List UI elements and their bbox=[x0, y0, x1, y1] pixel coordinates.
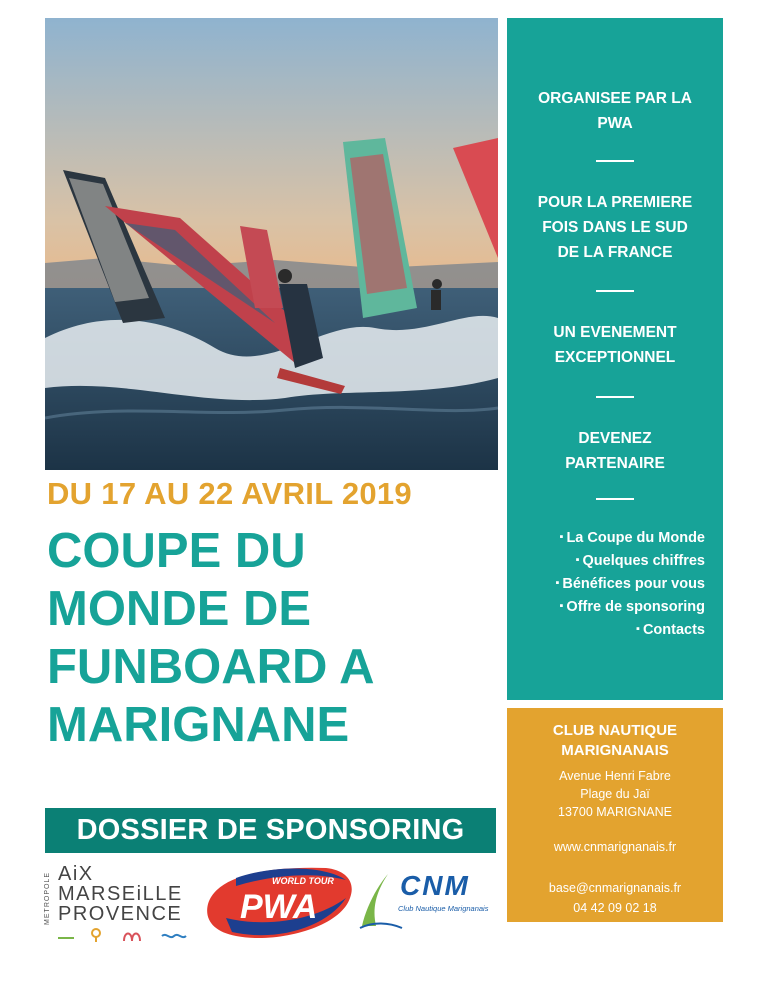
info-panel bbox=[507, 18, 723, 700]
logo-text: MARSEiLLE bbox=[58, 883, 183, 905]
logo-text: PROVENCE bbox=[58, 903, 183, 925]
address-line: Avenue Henri Fabre bbox=[559, 769, 671, 783]
list-item: ▪ Contacts bbox=[555, 618, 705, 641]
sail-icon bbox=[358, 868, 404, 932]
dossier-banner: DOSSIER DE SPONSORING bbox=[45, 808, 496, 853]
title-line: COUPE DU bbox=[47, 524, 306, 578]
logo-text: AiX bbox=[58, 863, 94, 885]
event-dates: DU 17 AU 22 AVRIL 2019 bbox=[47, 476, 412, 511]
panel-line: ORGANISEE PAR LA bbox=[538, 90, 692, 107]
contact-info bbox=[507, 878, 723, 918]
list-item: ▪ Offre de sponsoring bbox=[555, 595, 705, 618]
email-link[interactable]: base@cnmarignanais.fr bbox=[548, 881, 682, 895]
divider bbox=[596, 160, 634, 162]
club-name-line: CLUB NAUTIQUE bbox=[552, 722, 678, 739]
club-name bbox=[507, 721, 723, 761]
aix-marseille-provence-logo bbox=[44, 864, 194, 944]
title-line: FUNBOARD A bbox=[47, 640, 375, 694]
panel-item-organiser bbox=[507, 86, 723, 136]
panel-line: POUR LA PREMIERE bbox=[537, 194, 693, 211]
club-contact-box bbox=[507, 708, 723, 922]
club-name-line: MARIGNANAIS bbox=[561, 742, 669, 759]
divider bbox=[596, 498, 634, 500]
panel-item-first-time bbox=[507, 190, 723, 265]
pwa-wordmark: PWA bbox=[240, 888, 318, 926]
list-item: ▪ Bénéfices pour vous bbox=[555, 572, 705, 595]
pwa-tagline: WORLD TOUR bbox=[272, 876, 334, 886]
address-line: Plage du Jaï bbox=[580, 787, 650, 801]
list-item: ▪ La Coupe du Monde bbox=[555, 526, 705, 549]
cnm-subtitle: Club Nautique Marignanais bbox=[398, 904, 489, 913]
title-line: MONDE DE bbox=[47, 582, 312, 636]
divider bbox=[596, 396, 634, 398]
cnm-club-logo bbox=[358, 868, 494, 932]
phone-number: 04 42 09 02 18 bbox=[573, 901, 657, 915]
event-title bbox=[47, 522, 497, 754]
panel-line: UN EVENEMENT bbox=[553, 324, 677, 341]
panel-line: PWA bbox=[597, 115, 633, 132]
contents-list bbox=[555, 526, 705, 641]
website-link[interactable]: www.cnmarignanais.fr bbox=[553, 840, 677, 854]
panel-line: EXCEPTIONNEL bbox=[554, 349, 676, 366]
list-item: ▪ Quelques chiffres bbox=[555, 549, 705, 572]
panel-line: DEVENEZ bbox=[578, 430, 652, 447]
club-address bbox=[507, 767, 723, 821]
hero-photo bbox=[45, 18, 498, 470]
address-line: 13700 MARIGNANE bbox=[558, 805, 672, 819]
pwa-world-tour-logo bbox=[206, 858, 356, 942]
cnm-wordmark: CNM bbox=[400, 870, 470, 901]
panel-item-partner bbox=[507, 426, 723, 476]
metropole-label: METROPOLE bbox=[44, 872, 51, 925]
panel-line: FOIS DANS LE SUD bbox=[542, 219, 688, 236]
title-line: MARIGNANE bbox=[47, 698, 350, 752]
panel-item-exceptional bbox=[507, 320, 723, 370]
panel-line: PARTENAIRE bbox=[565, 455, 665, 472]
divider bbox=[596, 290, 634, 292]
logo-wave-marks-icon bbox=[58, 928, 198, 942]
panel-line: DE LA FRANCE bbox=[557, 244, 673, 261]
